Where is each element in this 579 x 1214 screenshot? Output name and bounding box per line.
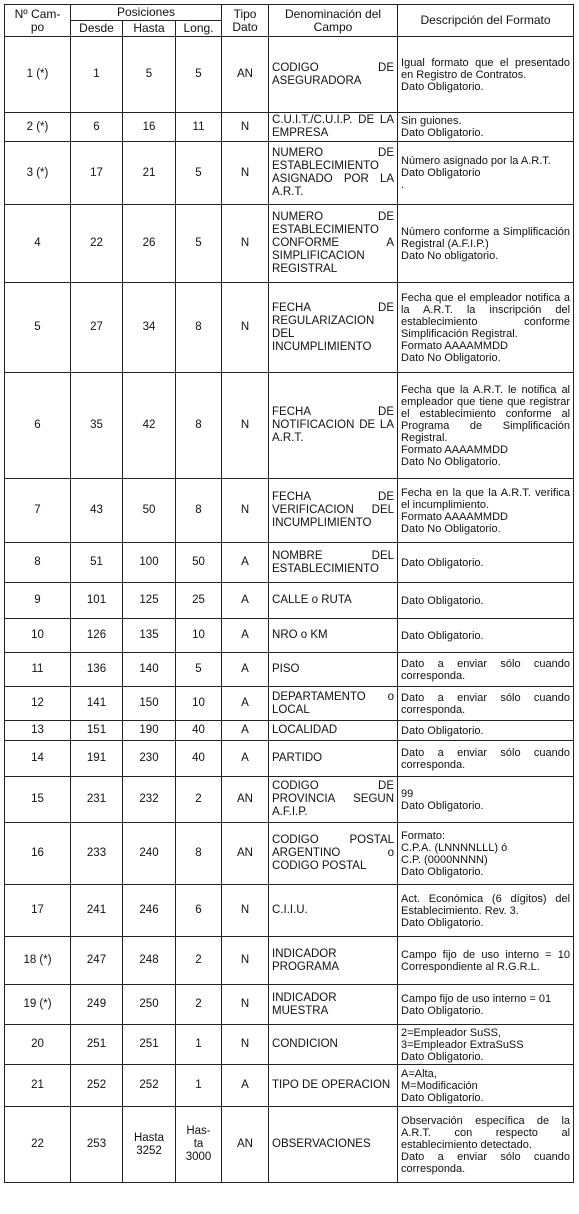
cell-campo: 7	[5, 479, 71, 543]
cell-hasta: 240	[123, 823, 176, 885]
cell-hasta: 232	[123, 777, 176, 823]
cell-descripcion: 99 Dato Obligatorio.	[398, 777, 574, 823]
cell-tipo-dato: N	[222, 113, 269, 142]
cell-descripcion: Fecha que el empleador notifica a la A.R.T. la inscripción del establecimiento conforme Simplificación Registral. Formato AAAAMMDD Dato No Obligatorio.	[398, 283, 574, 373]
cell-desde: 231	[71, 777, 123, 823]
cell-denominacion: NUMERO DE ESTABLECIMIENTO CONFORME A SIMPLIFICACION REGISTRAL	[269, 205, 398, 283]
cell-long: 40	[176, 721, 222, 741]
cell-hasta: 21	[123, 142, 176, 205]
cell-long: 5	[176, 142, 222, 205]
cell-descripcion: Dato Obligatorio.	[398, 583, 574, 619]
cell-descripcion: Fecha que la A.R.T. le notifica al empleador que tiene que registrar el establecimiento conforme al Programa de Simplificación Registral. Formato AAAAMMDD Dato No Obligatorio.	[398, 373, 574, 479]
cell-denominacion: NUMERO DE ESTABLECIMIENTO ASIGNADO POR LA A.R.T.	[269, 142, 398, 205]
cell-desde: 233	[71, 823, 123, 885]
cell-tipo-dato: N	[222, 1025, 269, 1065]
cell-descripcion: Act. Económica (6 dígitos) del Establecimiento. Rev. 3. Dato Obligatorio.	[398, 885, 574, 937]
cell-desde: 151	[71, 721, 123, 741]
cell-descripcion: 2=Empleador SuSS, 3=Empleador ExtraSuSS Dato Obligatorio.	[398, 1025, 574, 1065]
cell-denominacion: NRO o KM	[269, 619, 398, 653]
cell-tipo-dato: N	[222, 373, 269, 479]
cell-denominacion: OBSERVACIONES	[269, 1107, 398, 1183]
cell-hasta: 230	[123, 741, 176, 777]
cell-desde: 17	[71, 142, 123, 205]
cell-descripcion: Observación específica de la A.R.T. con respecto al establecimiento detectado. Dato a enviar sólo cuando corresponda.	[398, 1107, 574, 1183]
cell-long: 10	[176, 619, 222, 653]
cell-tipo-dato: A	[222, 721, 269, 741]
cell-campo: 12	[5, 687, 71, 721]
cell-long: 5	[176, 205, 222, 283]
cell-desde: 191	[71, 741, 123, 777]
cell-long: 1	[176, 1025, 222, 1065]
cell-desde: 1	[71, 37, 123, 113]
header-descripcion: Descripción del Formato	[398, 5, 574, 37]
table-row	[5, 479, 574, 543]
cell-long: 25	[176, 583, 222, 619]
cell-denominacion: CODIGO DE ASEGURADORA	[269, 37, 398, 113]
cell-descripcion: Número conforme a Simplificación Registral (A.F.I.P.) Dato No obligatorio.	[398, 205, 574, 283]
format-table	[4, 4, 574, 1183]
cell-desde: 241	[71, 885, 123, 937]
cell-campo: 8	[5, 543, 71, 583]
cell-hasta: 26	[123, 205, 176, 283]
cell-tipo-dato: A	[222, 583, 269, 619]
header-long: Long.	[176, 21, 222, 37]
table-body	[5, 37, 574, 1183]
cell-long: 50	[176, 543, 222, 583]
cell-descripcion: Campo fijo de uso interno = 10 Correspondiente al R.G.R.L.	[398, 937, 574, 985]
table-row	[5, 985, 574, 1025]
cell-denominacion: LOCALIDAD	[269, 721, 398, 741]
cell-desde: 253	[71, 1107, 123, 1183]
table-row	[5, 283, 574, 373]
cell-tipo-dato: N	[222, 283, 269, 373]
cell-tipo-dato: A	[222, 1065, 269, 1107]
cell-desde: 101	[71, 583, 123, 619]
cell-tipo-dato: AN	[222, 777, 269, 823]
cell-tipo-dato: N	[222, 205, 269, 283]
cell-descripcion: Dato Obligatorio.	[398, 543, 574, 583]
header-hasta: Hasta	[123, 21, 176, 37]
cell-campo: 16	[5, 823, 71, 885]
cell-tipo-dato: N	[222, 142, 269, 205]
cell-tipo-dato: A	[222, 653, 269, 687]
table-row	[5, 113, 574, 142]
cell-campo: 14	[5, 741, 71, 777]
cell-denominacion: FECHA DE VERIFICACION DEL INCUMPLIMIENTO	[269, 479, 398, 543]
cell-tipo-dato: A	[222, 619, 269, 653]
cell-campo: 15	[5, 777, 71, 823]
cell-hasta: 190	[123, 721, 176, 741]
cell-campo: 4	[5, 205, 71, 283]
table-row	[5, 937, 574, 985]
cell-hasta: 248	[123, 937, 176, 985]
cell-tipo-dato: N	[222, 985, 269, 1025]
cell-campo: 21	[5, 1065, 71, 1107]
cell-tipo-dato: AN	[222, 37, 269, 113]
header-tipo-dato: Tipo Dato	[222, 5, 269, 37]
cell-desde: 136	[71, 653, 123, 687]
table-row	[5, 653, 574, 687]
table-row	[5, 543, 574, 583]
cell-campo: 19 (*)	[5, 985, 71, 1025]
cell-hasta: 140	[123, 653, 176, 687]
cell-tipo-dato: AN	[222, 823, 269, 885]
table-row	[5, 721, 574, 741]
cell-hasta: 251	[123, 1025, 176, 1065]
cell-desde: 252	[71, 1065, 123, 1107]
cell-hasta: 246	[123, 885, 176, 937]
cell-descripcion: Sin guiones. Dato Obligatorio.	[398, 113, 574, 142]
cell-long: 6	[176, 885, 222, 937]
cell-desde: 141	[71, 687, 123, 721]
cell-descripcion: A=Alta, M=Modificación Dato Obligatorio.	[398, 1065, 574, 1107]
table-row	[5, 1107, 574, 1183]
cell-tipo-dato: N	[222, 937, 269, 985]
table-row	[5, 37, 574, 113]
cell-descripcion: Dato a enviar sólo cuando corresponda.	[398, 687, 574, 721]
table-row	[5, 687, 574, 721]
cell-campo: 10	[5, 619, 71, 653]
cell-denominacion: CALLE o RUTA	[269, 583, 398, 619]
cell-denominacion: FECHA DE NOTIFICACION DE LA A.R.T.	[269, 373, 398, 479]
cell-tipo-dato: N	[222, 479, 269, 543]
cell-long: 2	[176, 985, 222, 1025]
cell-descripcion: Formato: C.P.A. (LNNNNLLL) ó C.P. (0000NNNN) Dato Obligatorio.	[398, 823, 574, 885]
cell-hasta: 100	[123, 543, 176, 583]
cell-campo: 17	[5, 885, 71, 937]
cell-tipo-dato: N	[222, 885, 269, 937]
cell-descripcion: Dato a enviar sólo cuando corresponda.	[398, 653, 574, 687]
cell-hasta: 250	[123, 985, 176, 1025]
cell-tipo-dato: AN	[222, 1107, 269, 1183]
header-posiciones: Posiciones	[71, 5, 222, 21]
cell-campo: 18 (*)	[5, 937, 71, 985]
cell-descripcion: Igual formato que el presentado en Registro de Contratos. Dato Obligatorio.	[398, 37, 574, 113]
cell-hasta: 5	[123, 37, 176, 113]
table-row	[5, 823, 574, 885]
table-row	[5, 205, 574, 283]
cell-desde: 35	[71, 373, 123, 479]
cell-tipo-dato: A	[222, 543, 269, 583]
cell-long: 1	[176, 1065, 222, 1107]
table-row	[5, 741, 574, 777]
cell-desde: 126	[71, 619, 123, 653]
cell-long: 8	[176, 479, 222, 543]
cell-denominacion: TIPO DE OPERACION	[269, 1065, 398, 1107]
cell-denominacion: PARTIDO	[269, 741, 398, 777]
cell-tipo-dato: A	[222, 687, 269, 721]
cell-denominacion: INDICADOR PROGRAMA	[269, 937, 398, 985]
cell-desde: 249	[71, 985, 123, 1025]
cell-descripcion: Dato Obligatorio.	[398, 721, 574, 741]
table-row	[5, 885, 574, 937]
cell-hasta: 34	[123, 283, 176, 373]
cell-descripcion: Dato a enviar sólo cuando corresponda.	[398, 741, 574, 777]
cell-tipo-dato: A	[222, 741, 269, 777]
cell-campo: 1 (*)	[5, 37, 71, 113]
cell-denominacion: CONDICION	[269, 1025, 398, 1065]
cell-campo: 13	[5, 721, 71, 741]
cell-long: 10	[176, 687, 222, 721]
cell-descripcion: Campo fijo de uso interno = 01 Dato Obligatorio.	[398, 985, 574, 1025]
table-row	[5, 619, 574, 653]
cell-hasta: 150	[123, 687, 176, 721]
cell-desde: 51	[71, 543, 123, 583]
cell-campo: 3 (*)	[5, 142, 71, 205]
cell-long: 5	[176, 37, 222, 113]
cell-denominacion: NOMBRE DEL ESTABLECIMIENTO	[269, 543, 398, 583]
cell-hasta: 125	[123, 583, 176, 619]
cell-hasta: 16	[123, 113, 176, 142]
cell-long: 2	[176, 937, 222, 985]
cell-denominacion: FECHA DE REGULARIZACION DEL INCUMPLIMIENTO	[269, 283, 398, 373]
cell-long: Has- ta 3000	[176, 1107, 222, 1183]
table-row	[5, 1065, 574, 1107]
cell-descripcion: Fecha en la que la A.R.T. verifica el incumplimiento. Formato AAAAMMDD Dato No Obligatorio.	[398, 479, 574, 543]
cell-desde: 6	[71, 113, 123, 142]
cell-denominacion: DEPARTAMENTO o LOCAL	[269, 687, 398, 721]
table-row	[5, 142, 574, 205]
cell-denominacion: CODIGO DE PROVINCIA SEGUN A.F.I.P.	[269, 777, 398, 823]
cell-campo: 2 (*)	[5, 113, 71, 142]
cell-desde: 27	[71, 283, 123, 373]
cell-descripcion: Número asignado por la A.R.T. Dato Obligatorio .	[398, 142, 574, 205]
cell-hasta: 135	[123, 619, 176, 653]
cell-hasta: 50	[123, 479, 176, 543]
cell-descripcion: Dato Obligatorio.	[398, 619, 574, 653]
cell-campo: 6	[5, 373, 71, 479]
cell-long: 8	[176, 373, 222, 479]
table-row	[5, 777, 574, 823]
cell-campo: 11	[5, 653, 71, 687]
cell-denominacion: INDICADOR MUESTRA	[269, 985, 398, 1025]
cell-denominacion: CODIGO POSTAL ARGENTINO o CODIGO POSTAL	[269, 823, 398, 885]
cell-desde: 22	[71, 205, 123, 283]
cell-long: 2	[176, 777, 222, 823]
cell-long: 8	[176, 283, 222, 373]
header-denominacion: Denominación del Campo	[269, 5, 398, 37]
cell-long: 8	[176, 823, 222, 885]
cell-desde: 247	[71, 937, 123, 985]
cell-long: 11	[176, 113, 222, 142]
table-row	[5, 583, 574, 619]
cell-desde: 43	[71, 479, 123, 543]
cell-hasta: Hasta 3252	[123, 1107, 176, 1183]
cell-long: 40	[176, 741, 222, 777]
cell-campo: 20	[5, 1025, 71, 1065]
header-desde: Desde	[71, 21, 123, 37]
cell-denominacion: C.U.I.T./C.U.I.P. DE LA EMPRESA	[269, 113, 398, 142]
table-header	[5, 5, 574, 37]
cell-campo: 22	[5, 1107, 71, 1183]
table-row	[5, 373, 574, 479]
cell-denominacion: C.I.I.U.	[269, 885, 398, 937]
cell-hasta: 252	[123, 1065, 176, 1107]
cell-long: 5	[176, 653, 222, 687]
header-campo: Nº Cam- po	[5, 5, 71, 37]
cell-campo: 9	[5, 583, 71, 619]
cell-campo: 5	[5, 283, 71, 373]
cell-denominacion: PISO	[269, 653, 398, 687]
cell-desde: 251	[71, 1025, 123, 1065]
cell-hasta: 42	[123, 373, 176, 479]
table-row	[5, 1025, 574, 1065]
